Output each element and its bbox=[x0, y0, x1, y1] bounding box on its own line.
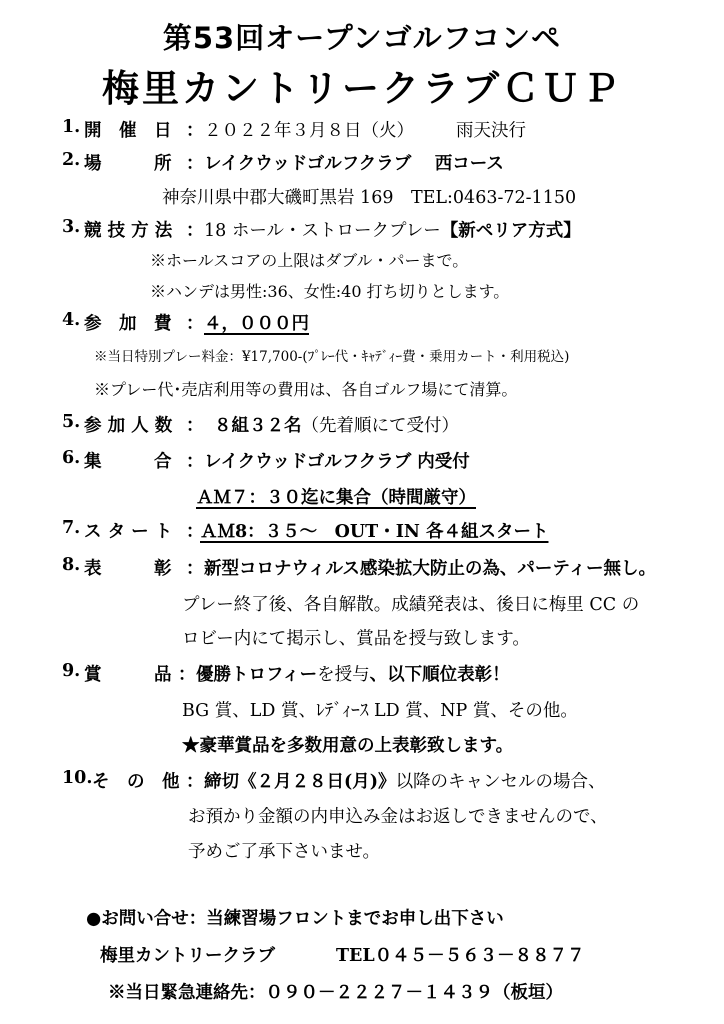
item-colon: ： bbox=[186, 452, 204, 472]
method-note: ※ハンデは男性:36、女性:40 打ち切りとします。 bbox=[150, 282, 510, 301]
fee-value: ４，０００円 bbox=[204, 314, 309, 334]
item-label-meeting: 集 合 bbox=[84, 452, 172, 472]
other-deadline: 締切《２月２８日(月)》 bbox=[204, 772, 396, 792]
other-line: お預かり金額の内申込み金はお返しできませんので、 bbox=[188, 807, 608, 827]
meeting-value: レイクウッドゴルフクラブ 内受付 bbox=[204, 452, 470, 472]
other-line: 予めご了承下さいませ。 bbox=[188, 842, 380, 862]
method-type: 【新ペリア方式】 bbox=[440, 221, 581, 241]
item-number: 7. bbox=[62, 518, 81, 538]
place-value: レイクウッドゴルフクラブ 西コース bbox=[204, 154, 504, 174]
item-number: 10. bbox=[62, 768, 93, 788]
item-colon: ： bbox=[186, 221, 204, 241]
fee-note: ※当日特別プレー料金：¥17,700-(ﾌﾟﾚｰ代・ｷｬﾃﾞｨｰ費・乗用カート・利用税込) bbox=[94, 349, 570, 365]
item-colon: ： bbox=[186, 522, 204, 542]
award-line: ロビー内にて掲示し、賞品を授与致します。 bbox=[182, 629, 530, 649]
item-colon: ： bbox=[186, 121, 204, 141]
award-line: プレー終了後、各自解散。成績発表は、後日に梅里 CC の bbox=[182, 595, 640, 615]
prize-mid: を授与 bbox=[317, 665, 370, 685]
item-number: 6. bbox=[62, 448, 81, 468]
item-label-start: ス タ ー ト bbox=[84, 522, 173, 542]
item-label-award: 表 彰 bbox=[84, 559, 172, 579]
contact-line: ●お問い合せ：当練習場フロントまでお申し出下さい bbox=[86, 909, 504, 929]
participants-note: （先着順にて受付） bbox=[301, 416, 459, 436]
contact-club: 梅里カントリークラブ bbox=[100, 946, 275, 966]
item-number: 9. bbox=[62, 661, 81, 681]
item-colon: ： bbox=[186, 154, 204, 174]
participants-count: ８組３２名 bbox=[214, 416, 302, 436]
prize-value bbox=[196, 661, 510, 686]
item-number: 1. bbox=[62, 117, 81, 137]
fee-note: ※プレー代･売店利用等の費用は、各自ゴルフ場にて清算。 bbox=[94, 380, 518, 399]
item-number: 8. bbox=[62, 555, 81, 575]
prize-line: BG 賞、LD 賞、ﾚﾃﾞｨｰｽ LD 賞、NP 賞、その他。 bbox=[182, 701, 578, 721]
item-colon: ： bbox=[178, 665, 196, 685]
date-value: ２０２２年３月８日（火） bbox=[204, 121, 414, 141]
start-value: ＡＭ8：３５～ OUT・IN 各４組スタート bbox=[200, 522, 549, 542]
item-colon: ： bbox=[186, 416, 204, 436]
item-label-place: 場 所 bbox=[84, 154, 172, 174]
participants-value bbox=[214, 412, 459, 437]
item-number: 3. bbox=[62, 217, 81, 237]
item-number: 5. bbox=[62, 412, 81, 432]
prize-highlight: ★豪華賞品を多数用意の上表彰致します。 bbox=[182, 736, 514, 756]
item-label-prize: 賞 品 bbox=[84, 665, 172, 685]
prize-tail: 、以下順位表彰！ bbox=[369, 665, 510, 685]
other-tail: 以降のキャンセルの場合、 bbox=[395, 772, 606, 792]
item-label-fee: 参 加 費 bbox=[84, 314, 172, 334]
item-label-participants: 参 加 人 数 bbox=[84, 416, 173, 436]
meeting-time: ＡＭ７：３０迄に集合（時間厳守） bbox=[196, 488, 476, 508]
prize-main: 優勝トロフィー bbox=[196, 665, 318, 685]
item-colon: ： bbox=[186, 314, 204, 334]
method-text: 18 ホール・ストロークプレー bbox=[204, 221, 441, 241]
item-number: 4. bbox=[62, 310, 81, 330]
award-value: 新型コロナウィルス感染拡大防止の為、パーティー無し。 bbox=[204, 559, 657, 579]
item-label-method: 競 技 方 法 bbox=[84, 221, 173, 241]
date-note: 雨天決行 bbox=[456, 121, 526, 141]
item-number: 2. bbox=[62, 150, 81, 170]
contact-emergency: ※当日緊急連絡先：０９０－２２２７－１４３９（板垣） bbox=[108, 983, 563, 1003]
place-address: 神奈川県中郡大磯町黒岩 169 TEL:0463-72-1150 bbox=[162, 188, 577, 208]
method-value bbox=[204, 217, 581, 242]
contact-tel: TEL０４５－５６３－８８７７ bbox=[336, 946, 585, 966]
item-colon: ： bbox=[186, 559, 204, 579]
title-competition: 第53回オープンゴルフコンペ bbox=[162, 21, 562, 55]
title-cup-name: 梅里カントリークラブＣＵＰ bbox=[102, 67, 622, 110]
other-value bbox=[204, 768, 606, 793]
method-note: ※ホールスコアの上限はダブル・パーまで。 bbox=[150, 251, 469, 270]
item-label-other: そ の 他 bbox=[92, 772, 180, 792]
item-label-date: 開 催 日 bbox=[84, 121, 172, 141]
item-colon: ： bbox=[186, 772, 204, 792]
